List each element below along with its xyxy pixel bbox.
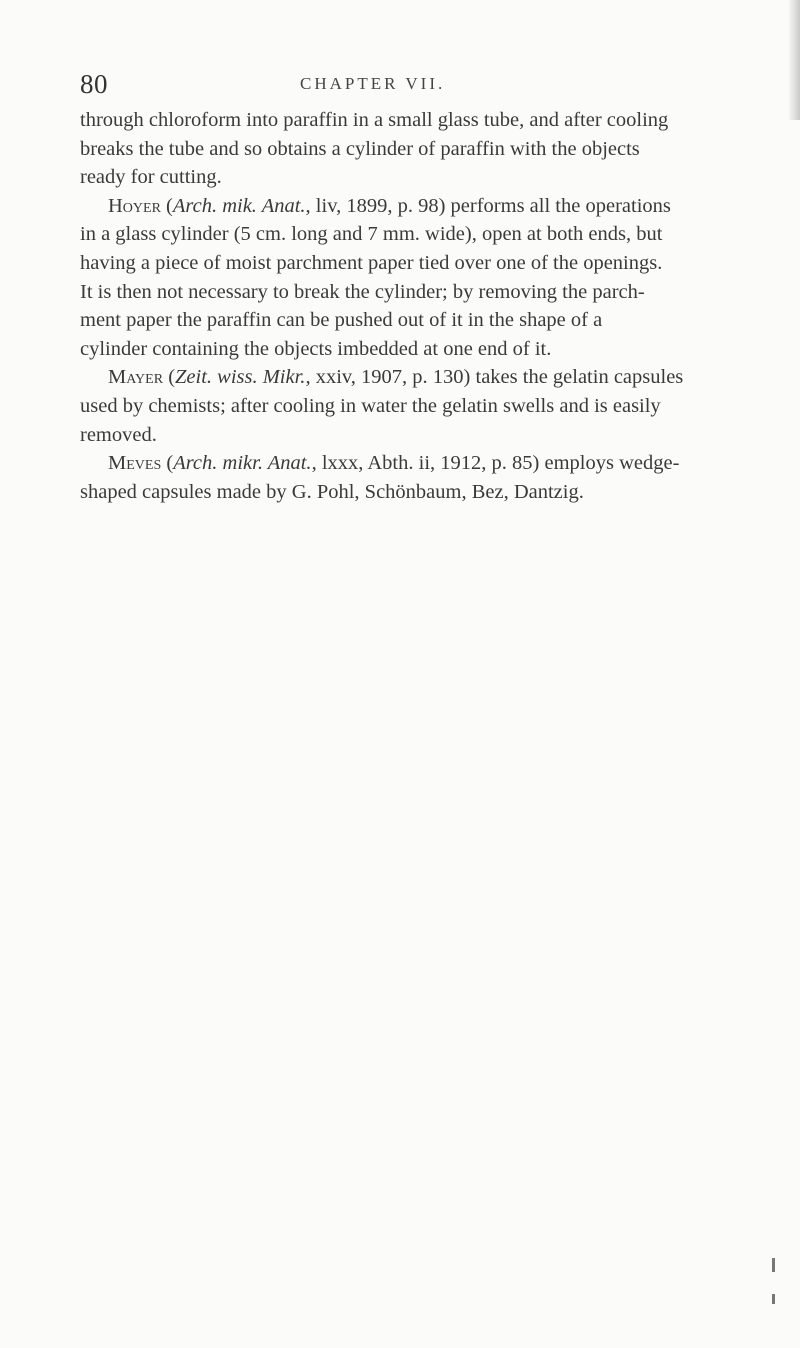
text-fragment: , xxiv, 1907, p. 130) takes the gelatin capsules: [305, 366, 684, 389]
margin-mark: [772, 1294, 775, 1304]
text-line: removed.: [80, 423, 157, 446]
text-line: shaped capsules made by G. Pohl, Schönbaum, Bez, Dantzig.: [80, 480, 584, 503]
text-line: It is then not necessary to break the cylinder; by removing the parch-: [80, 280, 645, 303]
citation-journal: Zeit. wiss. Mikr.: [175, 366, 306, 389]
text-line: having a piece of moist parchment paper tied over one of the openings.: [80, 251, 663, 274]
author-name: Meves: [108, 452, 162, 475]
author-name: Hoyer: [108, 194, 161, 217]
text-line: cylinder containing the objects imbedded at one end of it.: [80, 337, 552, 360]
citation-journal: Arch. mikr. Anat.: [173, 452, 312, 475]
text-line: ready for cutting.: [80, 166, 222, 189]
text-line: in a glass cylinder (5 cm. long and 7 mm. wide), open at both ends, but: [80, 223, 663, 246]
page-edge-shadow: [788, 0, 800, 120]
text-line: through chloroform into paraffin in a small glass tube, and after cooling: [80, 109, 669, 131]
text-line: used by chemists; after cooling in water the gelatin swells and is easily: [80, 394, 661, 417]
paragraph-mayer-first-line: Mayer (Zeit. wiss. Mikr., xxiv, 1907, p. 130) takes the gelatin capsules: [108, 366, 684, 389]
text-fragment: , lxxx, Abth. ii, 1912, p. 85) employs wedge-: [311, 452, 680, 475]
body-text: [80, 106, 720, 506]
text-line: breaks the tube and so obtains a cylinder of paraffin with the objects: [80, 137, 640, 160]
text-line: ment paper the paraffin can be pushed out of it in the shape of a: [80, 309, 603, 332]
citation-journal: Arch. mik. Anat.: [172, 194, 306, 217]
page-number: 80: [80, 69, 108, 99]
paragraph-meves-first-line: Meves (Arch. mikr. Anat., lxxx, Abth. ii, 1912, p. 85) employs wedge-: [108, 452, 680, 475]
text-fragment: , liv, 1899, p. 98) performs all the operations: [305, 194, 671, 217]
margin-mark: [772, 1258, 775, 1272]
running-head: CHAPTER VII.: [300, 74, 446, 93]
author-name: Mayer: [108, 366, 164, 389]
page-header: [80, 68, 700, 100]
paragraph-hoyer-first-line: Hoyer (Arch. mik. Anat., liv, 1899, p. 98) performs all the operations: [108, 194, 671, 217]
